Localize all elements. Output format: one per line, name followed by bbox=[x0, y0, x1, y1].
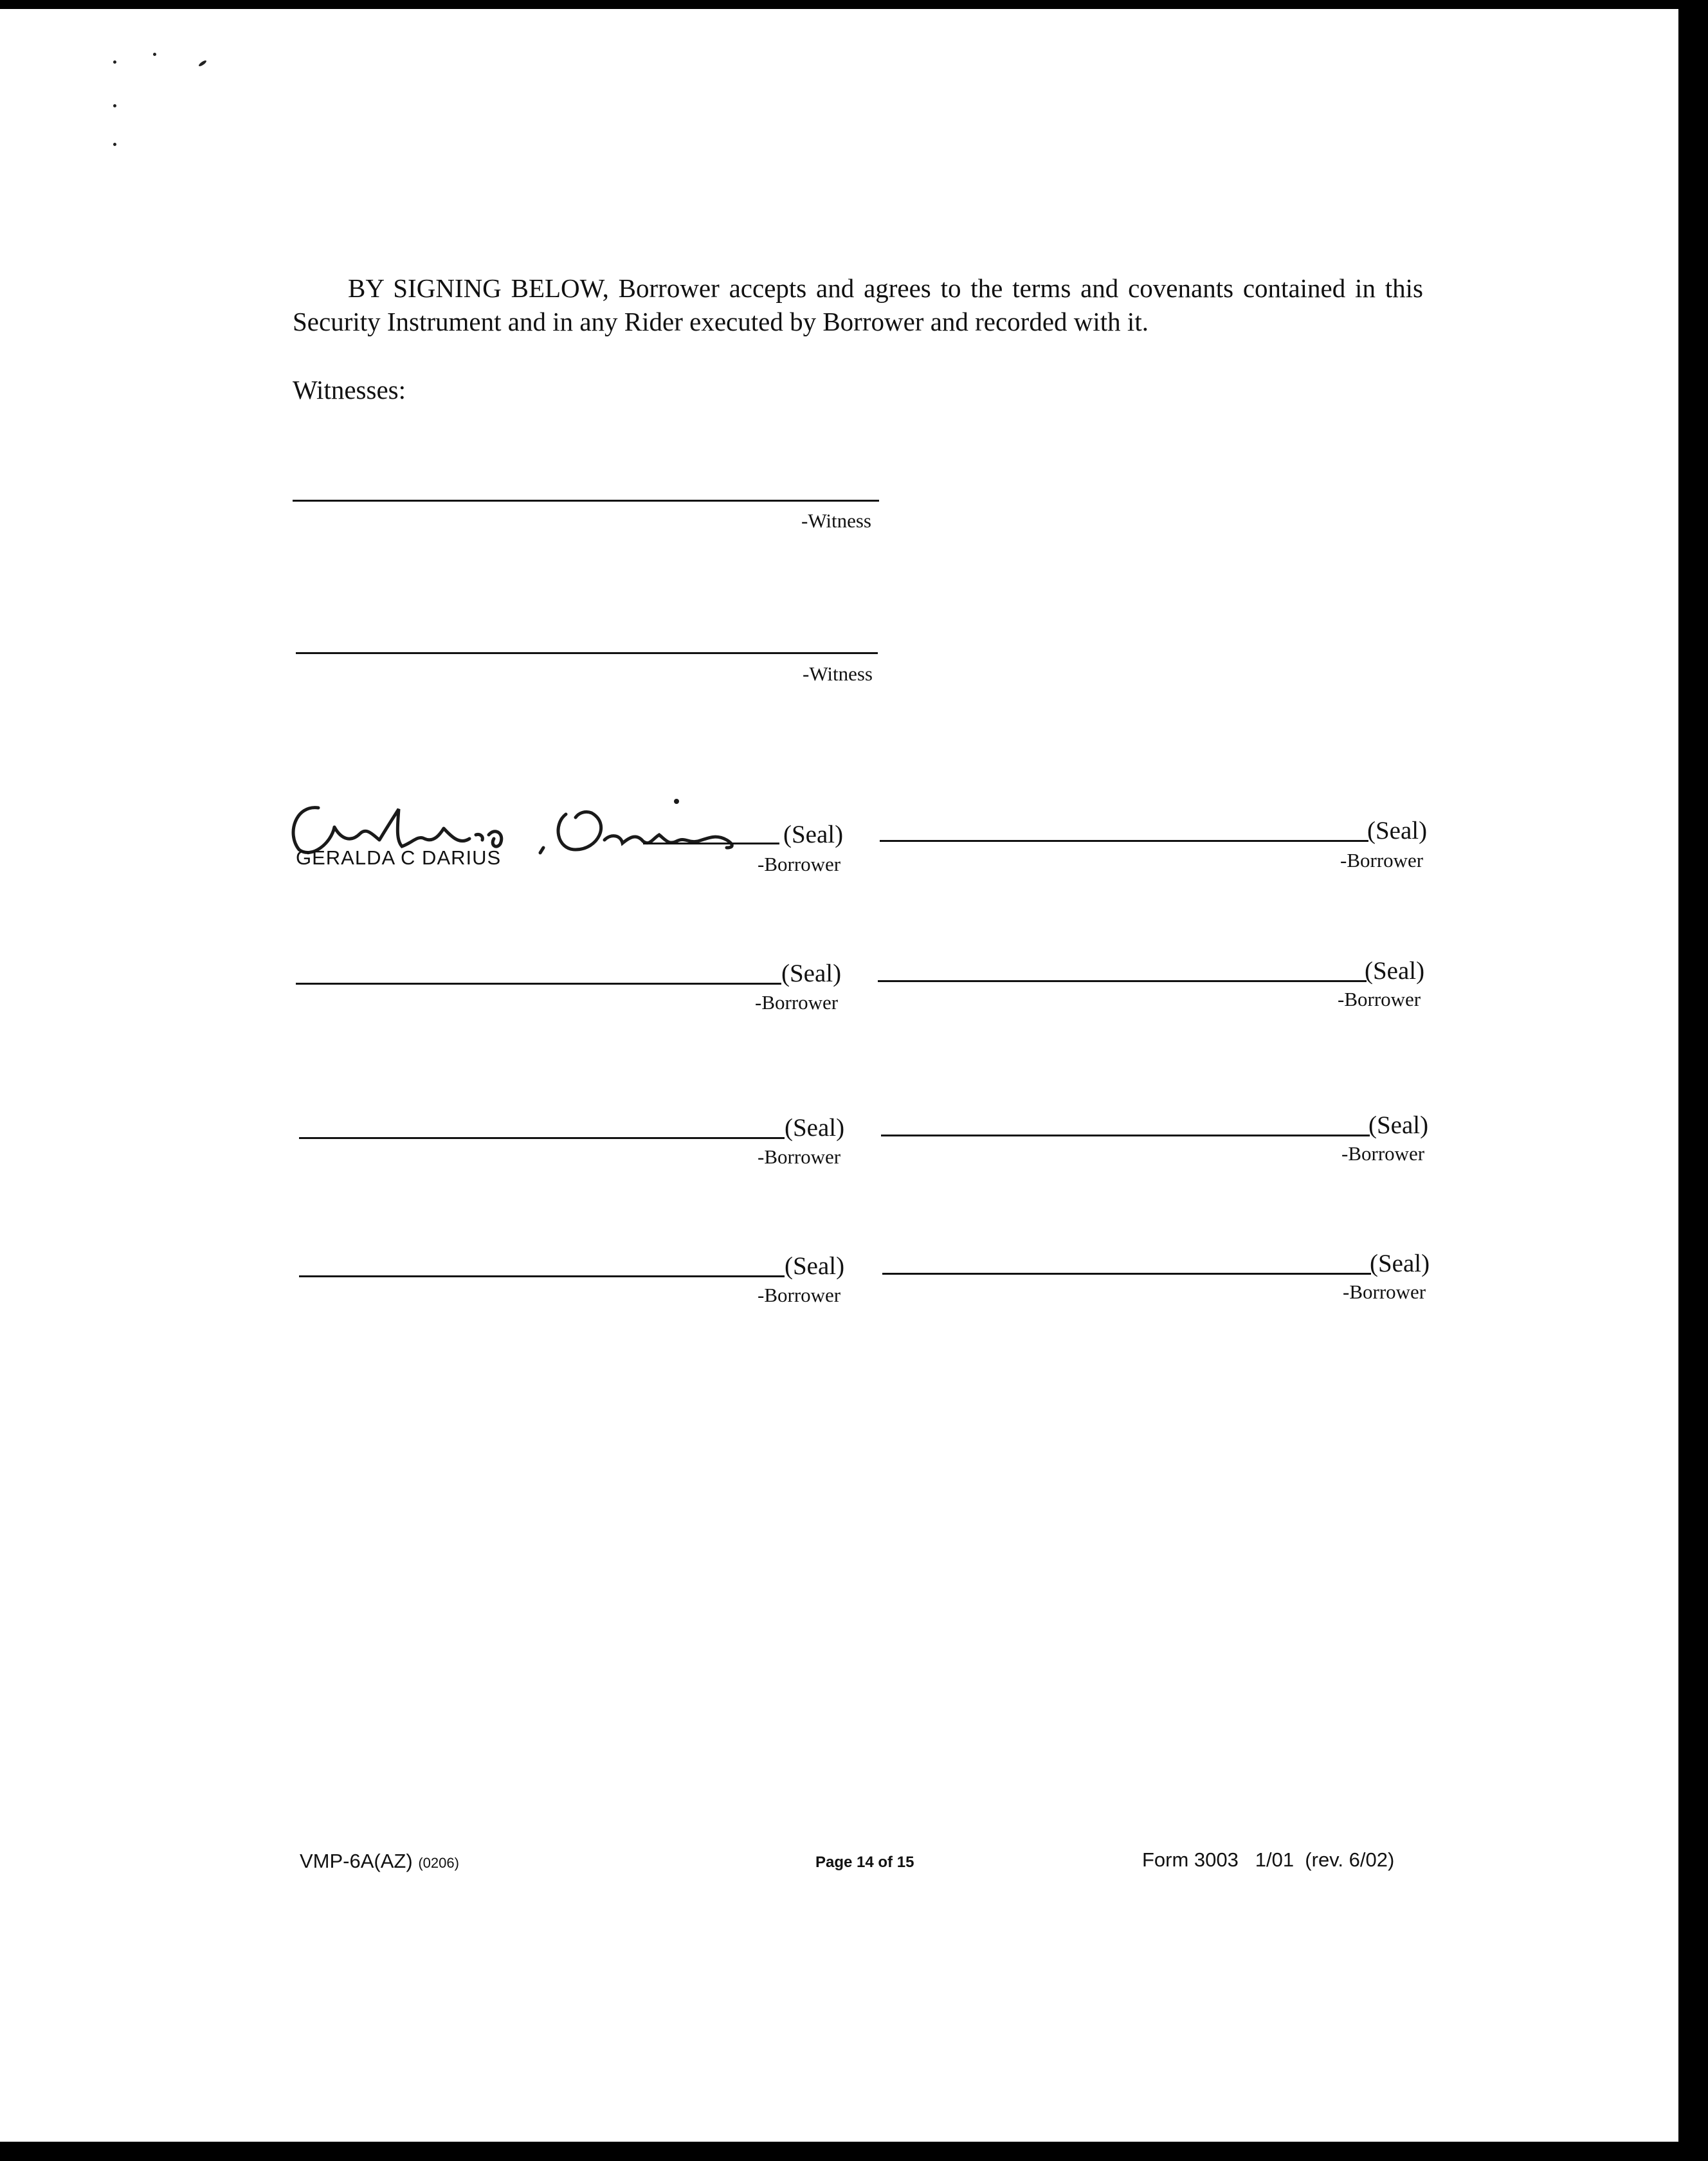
witness-signature-line[interactable] bbox=[293, 500, 879, 502]
borrower-label: -Borrower bbox=[1343, 1281, 1426, 1303]
borrower-label: -Borrower bbox=[1338, 988, 1421, 1010]
scan-speck bbox=[113, 60, 116, 64]
form-code: VMP-6A(AZ) bbox=[300, 1850, 413, 1872]
scan-speck bbox=[198, 59, 207, 67]
borrower-signature-line[interactable] bbox=[881, 1135, 1370, 1136]
witness-signature-line[interactable] bbox=[296, 652, 878, 654]
borrower-signature-line[interactable] bbox=[878, 980, 1367, 982]
seal-label: (Seal) bbox=[1370, 1250, 1430, 1277]
form-code-suffix: (0206) bbox=[418, 1855, 459, 1871]
witness-label: -Witness bbox=[803, 662, 873, 685]
seal-label: (Seal) bbox=[785, 1252, 845, 1280]
witnesses-heading: Witnesses: bbox=[293, 375, 406, 405]
borrower-label: -Borrower bbox=[758, 1145, 841, 1168]
borrower-label: -Borrower bbox=[1341, 1142, 1425, 1165]
borrower-signature-line[interactable] bbox=[299, 1275, 785, 1277]
scan-speck bbox=[153, 53, 156, 56]
statement-text: Borrower accepts and agrees to the terms and covenants contained in this Security Instrument and in any Rider executed by Borrower and recorded with it. bbox=[293, 273, 1423, 336]
seal-label: (Seal) bbox=[1367, 817, 1428, 844]
borrower-label: -Borrower bbox=[758, 1284, 841, 1306]
seal-label: (Seal) bbox=[1365, 957, 1425, 985]
borrower-label: -Borrower bbox=[758, 853, 841, 875]
statement-lead: BY SIGNING BELOW, bbox=[348, 273, 609, 303]
witness-label: -Witness bbox=[801, 509, 871, 532]
borrower-label: -Borrower bbox=[755, 991, 839, 1014]
seal-label: (Seal) bbox=[1368, 1111, 1429, 1139]
borrower-signature-line[interactable] bbox=[643, 843, 779, 844]
footer-page-number: Page 14 of 15 bbox=[815, 1854, 914, 1871]
borrower-signature-line[interactable] bbox=[299, 1137, 785, 1139]
document-page bbox=[0, 9, 1678, 2142]
seal-label: (Seal) bbox=[781, 960, 842, 987]
borrower-signature-line[interactable] bbox=[880, 840, 1368, 842]
scan-speck bbox=[113, 104, 116, 107]
seal-label: (Seal) bbox=[785, 1114, 845, 1142]
footer-form-number: Form 3003 1/01 (rev. 6/02) bbox=[1142, 1848, 1395, 1871]
signing-statement bbox=[293, 271, 1423, 338]
footer-form-code bbox=[300, 1850, 459, 1873]
borrower-label: -Borrower bbox=[1340, 849, 1424, 871]
borrower-signature-line[interactable] bbox=[296, 983, 781, 985]
seal-label: (Seal) bbox=[783, 821, 844, 848]
borrower-printed-name: GERALDA C DARIUS bbox=[296, 846, 502, 869]
borrower-signature-line[interactable] bbox=[882, 1273, 1371, 1275]
scan-speck bbox=[113, 143, 116, 146]
